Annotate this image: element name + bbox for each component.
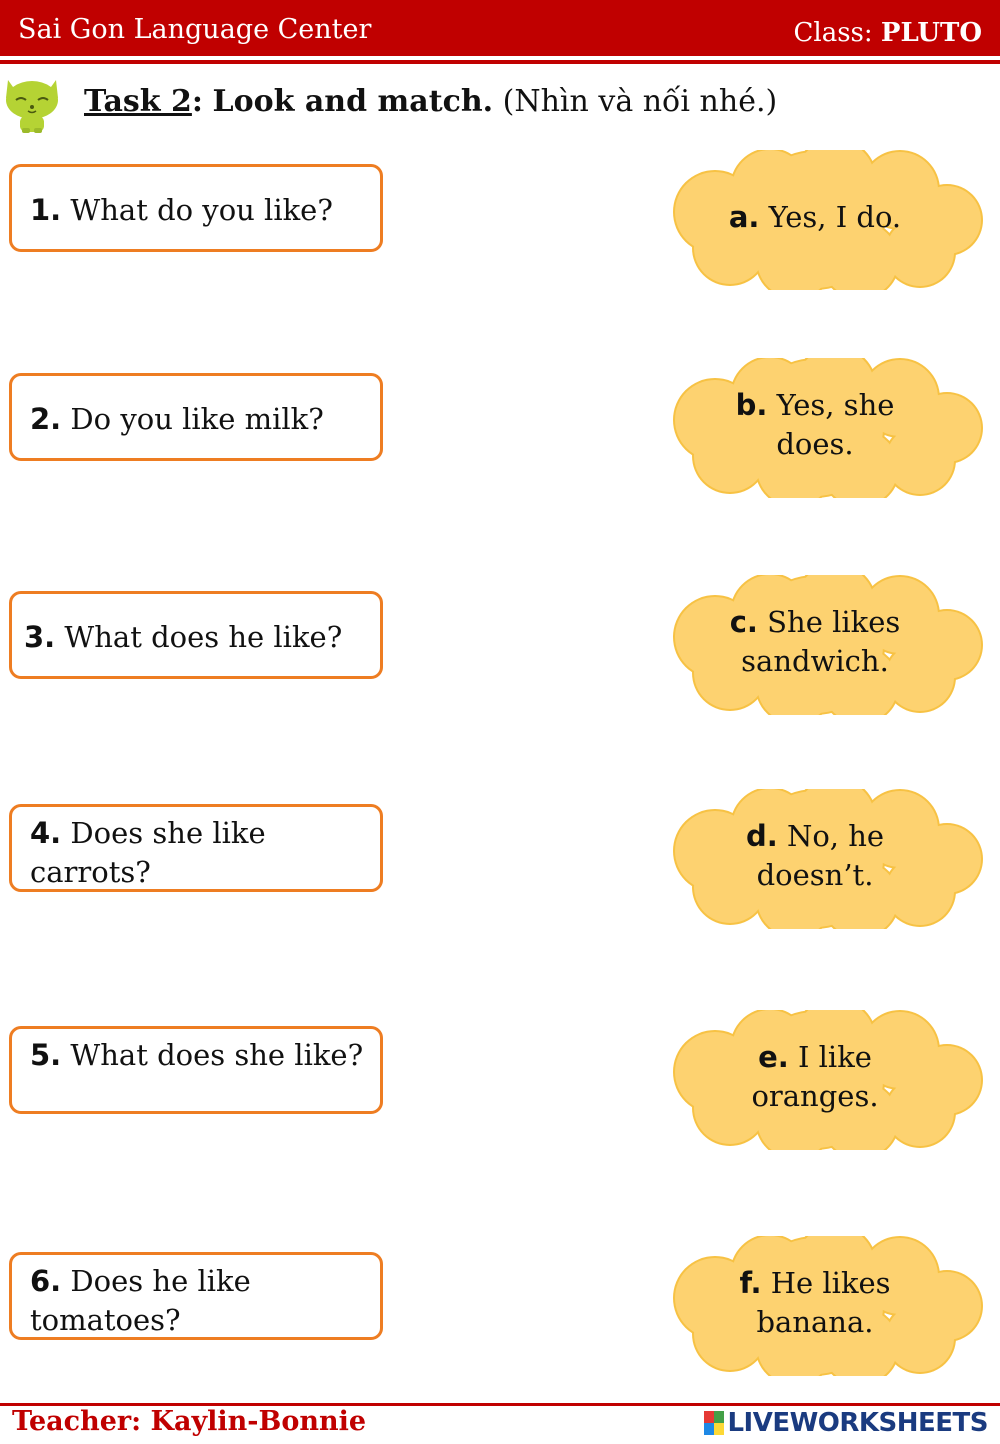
answer-label: I like oranges.: [751, 1040, 879, 1113]
answer-text: [725, 198, 905, 237]
class-value: PLUTO: [880, 18, 982, 48]
answer-label: Yes, I do.: [768, 200, 902, 234]
class-info: [793, 18, 982, 48]
question-number: 4.: [30, 816, 62, 850]
question-label: What does he like?: [64, 620, 343, 654]
question-box-6[interactable]: [9, 1252, 383, 1340]
cat-mascot-icon: [2, 74, 62, 134]
teacher-name: Teacher: Kaylin-Bonnie: [12, 1406, 367, 1437]
question-box-4[interactable]: [9, 804, 383, 892]
question-label: Do you like milk?: [70, 402, 324, 436]
answer-letter: a.: [728, 200, 760, 234]
class-label: Class:: [793, 18, 873, 48]
question-text: [24, 618, 368, 657]
question-label: Does he like tomatoes?: [30, 1264, 251, 1337]
question-text: [30, 1036, 368, 1075]
task-instruction: Look and match.: [212, 84, 494, 119]
question-label: Does she like carrots?: [30, 816, 266, 889]
answer-cloud-a[interactable]: [655, 150, 995, 290]
task-title: [84, 84, 777, 119]
answer-text: [725, 1264, 905, 1342]
question-text: [30, 400, 368, 439]
task-translation: (Nhìn và nối nhé.): [502, 84, 778, 119]
liveworksheets-logo[interactable]: [704, 1406, 988, 1440]
question-number: 6.: [30, 1264, 62, 1298]
answer-text: [725, 603, 905, 681]
question-box-3[interactable]: [9, 591, 383, 679]
question-label: What do you like?: [70, 193, 333, 227]
answer-letter: b.: [735, 388, 768, 422]
question-number: 3.: [24, 620, 56, 654]
center-name: Sai Gon Language Center: [18, 14, 372, 45]
answer-letter: f.: [739, 1266, 762, 1300]
answer-text: [725, 817, 905, 895]
answer-letter: d.: [745, 819, 778, 853]
question-text: [30, 191, 368, 230]
question-number: 1.: [30, 193, 62, 227]
liveworksheets-icon: [704, 1411, 724, 1435]
answer-cloud-b[interactable]: [655, 358, 995, 498]
answer-text: [725, 386, 905, 464]
answer-label: Yes, she does.: [776, 388, 895, 461]
answer-cloud-c[interactable]: [655, 575, 995, 715]
answer-cloud-f[interactable]: [655, 1236, 995, 1376]
answer-text: [725, 1038, 905, 1116]
answer-label: No, he doesn’t.: [756, 819, 885, 892]
header-divider: [0, 60, 1000, 64]
question-box-5[interactable]: [9, 1026, 383, 1114]
answer-letter: e.: [758, 1040, 789, 1074]
question-text: [30, 1262, 368, 1340]
answer-cloud-e[interactable]: [655, 1010, 995, 1150]
question-label: What does she like?: [70, 1038, 364, 1072]
task-colon: :: [191, 84, 203, 119]
answer-cloud-d[interactable]: [655, 789, 995, 929]
question-box-2[interactable]: [9, 373, 383, 461]
answer-letter: c.: [729, 605, 758, 639]
question-text: [30, 814, 368, 892]
answer-label: He likes banana.: [756, 1266, 891, 1339]
answer-label: She likes sandwich.: [741, 605, 901, 678]
task-number: Task 2: [84, 84, 192, 119]
logo-text: LIVEWORKSHEETS: [727, 1408, 988, 1438]
question-number: 5.: [30, 1038, 62, 1072]
question-number: 2.: [30, 402, 62, 436]
question-box-1[interactable]: [9, 164, 383, 252]
